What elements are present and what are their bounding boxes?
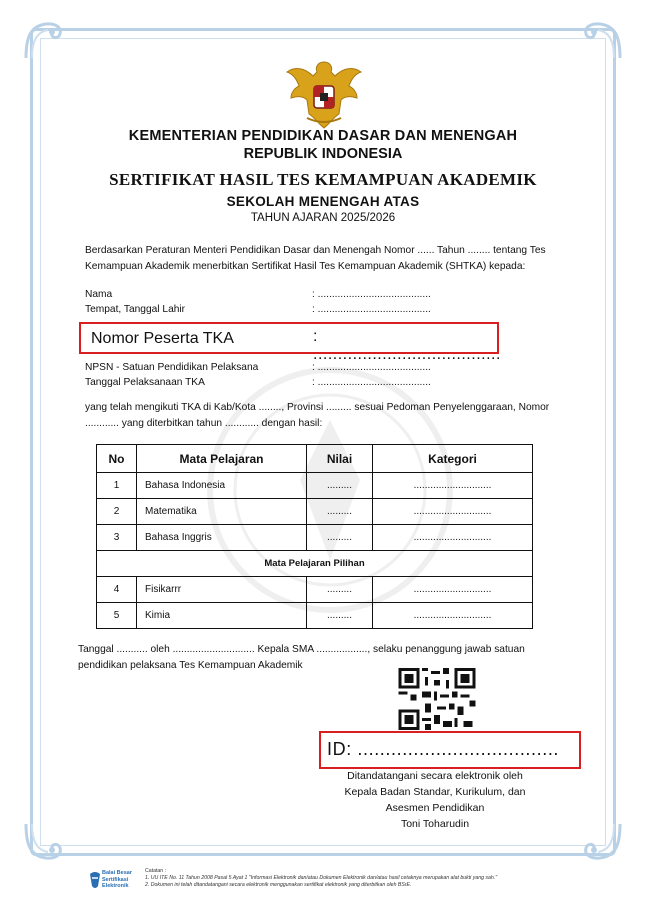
participant-number-value: : ...................................... <box>313 328 501 363</box>
table-row <box>97 525 533 551</box>
elective-heading-row <box>97 551 533 577</box>
closing-paragraph: Tanggal ........... oleh ............................. Kepala SMA .................., selaku penanggung jawab satuan pendidikan pelaksana Tes Kemampuan Akademik <box>78 644 525 671</box>
bsre-logo-text <box>102 870 132 890</box>
bsre-logo-line: Balai Besar <box>102 870 132 876</box>
participant-number-highlight <box>79 322 501 363</box>
row-score: ......... <box>307 525 373 551</box>
row-score: ......... <box>307 473 373 499</box>
exam-info-paragraph: yang telah mengikuti TKA di Kab/Kota ........, Provinsi ......... sesuai Pedoman Penyelenggaraan, Nomor ............ yang diterbitkan tahun ............ dengan hasil: <box>85 402 550 429</box>
row-category: ............................ <box>373 577 533 603</box>
table-row <box>97 499 533 525</box>
school-level: SEKOLAH MENENGAH ATAS <box>226 194 420 209</box>
table-row <box>97 603 533 629</box>
field-value: : ........................................ <box>312 289 431 300</box>
row-score: ......... <box>307 499 373 525</box>
footer-notes <box>145 868 605 889</box>
row-category: ............................ <box>373 473 533 499</box>
row-subject: Matematika <box>137 499 307 525</box>
row-score: ......... <box>307 603 373 629</box>
qr-code-icon <box>398 668 476 730</box>
row-no: 2 <box>97 499 137 525</box>
note-item: 2. Dokumen ini telah ditandatangani secara elektronik menggunakan sertifikat elektronik yang diterbitkan oleh BSrE. <box>145 882 412 888</box>
corner-ornament-icon <box>22 18 66 62</box>
header-subject: Mata Pelajaran <box>137 445 307 473</box>
field-label: Tempat, Tanggal Lahir <box>85 304 186 315</box>
ministry-title-line2: REPUBLIK INDONESIA <box>243 146 403 162</box>
signature-line3: Asesmen Pendidikan <box>385 802 485 814</box>
corner-ornament-icon <box>580 820 624 864</box>
ministry-title-line1: KEMENTERIAN PENDIDIKAN DASAR DAN MENENGAH <box>128 128 518 144</box>
header-category: Kategori <box>373 445 533 473</box>
row-category: ............................ <box>373 499 533 525</box>
row-category: ............................ <box>373 525 533 551</box>
field-label: Nama <box>85 289 113 300</box>
scores-table <box>96 444 533 629</box>
corner-ornament-icon <box>580 18 624 62</box>
table-row <box>97 473 533 499</box>
header-score: Nilai <box>307 445 373 473</box>
intro-paragraph: Berdasarkan Peraturan Menteri Pendidikan Dasar dan Menengah Nomor ...... Tahun ........ tentang Tes Kemampuan Akademik menerbitkan Sertifikat Hasil Tes Kemampuan Akademik (SHTKA) kepada: <box>85 245 546 272</box>
certificate-title: SERTIFIKAT HASIL TES KEMAMPUAN AKADEMIK <box>109 170 537 189</box>
row-subject: Bahasa Inggris <box>137 525 307 551</box>
academic-year: TAHUN AJARAN 2025/2026 <box>250 212 396 224</box>
table-header-row <box>97 445 533 473</box>
row-no: 1 <box>97 473 137 499</box>
signature-block <box>325 768 545 832</box>
row-no: 4 <box>97 577 137 603</box>
bsre-logo-line: Sertifikasi <box>102 876 129 883</box>
field-label: NPSN - Satuan Pendidikan Pelaksana <box>85 362 259 373</box>
bsre-logo-line: Elektronik <box>102 883 129 889</box>
row-subject: Kimia <box>137 603 307 629</box>
row-category: ............................ <box>373 603 533 629</box>
field-value: : ........................................ <box>312 362 431 373</box>
certificate-id-highlight <box>319 731 581 769</box>
signatory-name: Toni Toharudin <box>400 818 470 830</box>
header-no: No <box>97 445 137 473</box>
certificate-id-label: ID: .................................... <box>327 739 560 759</box>
elective-heading: Mata Pelajaran Pilihan <box>97 551 533 577</box>
signature-line1: Ditandatangani secara elektronik oleh <box>347 770 523 782</box>
garuda-emblem-icon <box>285 58 363 130</box>
field-label: Tanggal Pelaksanaan TKA <box>85 377 205 388</box>
field-value: : ........................................ <box>312 377 431 388</box>
note-item: 1. UU ITE No. 11 Tahun 2008 Pasal 5 Ayat 1 "Informasi Elektronik dan/atau Dokumen Elektronik dan/atau hasil cetaknya merupakan alat bukti yang sah." <box>145 875 498 881</box>
row-no: 3 <box>97 525 137 551</box>
row-no: 5 <box>97 603 137 629</box>
table-row <box>97 577 533 603</box>
signature-line2: Kepala Badan Standar, Kurikulum, dan <box>344 786 526 798</box>
bsre-logo-icon <box>88 870 102 890</box>
participant-number-label: Nomor Peserta TKA <box>91 330 234 347</box>
row-subject: Fisikarrr <box>137 577 307 603</box>
row-score: ......... <box>307 577 373 603</box>
notes-title: Catatan : <box>145 868 167 874</box>
row-subject: Bahasa Indonesia <box>137 473 307 499</box>
field-value: : ........................................ <box>312 304 431 315</box>
corner-ornament-icon <box>22 820 66 864</box>
